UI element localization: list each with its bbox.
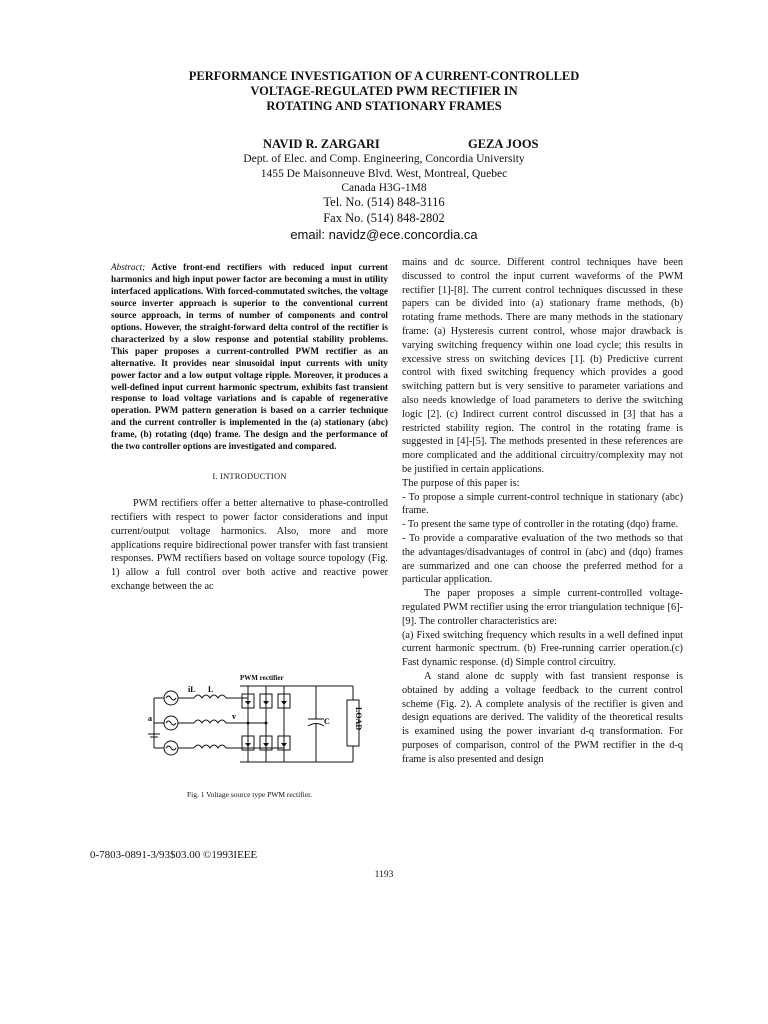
symbol-a: a <box>148 714 152 723</box>
left-column <box>111 262 388 594</box>
paragraph-purpose: The purpose of this paper is: <box>402 477 520 489</box>
right-column <box>402 256 683 766</box>
symbol-load: LOAD <box>354 707 363 731</box>
title-line-2: VOLTAGE-REGULATED PWM RECTIFIER IN <box>250 84 518 98</box>
paragraph-control-techniques: mains and dc source. Different control techniques have been discussed to control the input current waveforms of the PWM rectifier [1]-[8]. The current control techniques discussed in these papers can be divided into (a) stationary frame methods, (b) rotating frame methods. There are many methods in the stationary frame: (a) Hysteresis current control, whose major drawback is varying switching frequency within one load cycle; this results in excessive stress on switching devices [1]. (b) Predictive current control with fixed switching frequency which provides a good switching pattern but is very sensitive to parameter variations and also needs knowledge of load parameters to derive the switching logic [2]. (c) Indirect current control discussed in [3] that has a restricted stability region. The control in the rotating frame is suggested in [4]-[5]. The methods presented in these references are more complicated and the additional circuitry/complexity may not be justified in certain applications. <box>402 257 683 475</box>
purpose-item-2: - To present the same type of controller in the rotating (dqo) frame. <box>402 519 679 531</box>
fax-number: Fax No. (514) 848-2802 <box>323 211 445 225</box>
affiliation-line-3: Canada H3G-1M8 <box>341 182 427 194</box>
page-number: 1193 <box>374 870 394 880</box>
title-line-3: ROTATING AND STATIONARY FRAMES <box>266 99 502 113</box>
symbol-il: iL <box>188 685 196 694</box>
copyright-line: 0-7803-0891-3/93$03.00 ©1993IEEE <box>90 849 258 861</box>
affiliation-line-2: 1455 De Maisonneuve Blvd. West, Montreal, Quebec <box>260 167 508 180</box>
section-heading-introduction: I. INTRODUCTION <box>212 471 287 482</box>
symbol-c: C <box>324 717 330 726</box>
abstract-lead: Abstract; <box>111 262 146 272</box>
contact-email: email: navidz@ece.concordia.ca <box>290 227 478 242</box>
affiliation <box>0 152 768 196</box>
intro-paragraph: PWM rectifiers offer a better alternative to phase-controlled rectifiers with respect to power factor considerations and input current/output voltage harmonics. Also, more and more applications require bidirectional power transfer with fast transient responses. PWM rectifiers based on voltage source topology (Fig. 1) allow a full control over both active and reactive power exchange between the ac <box>111 498 388 593</box>
symbol-v: v <box>232 712 236 721</box>
abstract-text: Active front-end rectifiers with reduced input current harmonics and high input power factor are becoming a must in utility interfaced applications. With forced-commutated switches, the voltage source inverter approach is superior to the conventional current source approach, in terms of number of components and control options. However, the straight-forward delta control of the rectifier is characterized by a slow response and potential stability problems. This paper proposes a current-controlled PWM rectifier as an alternative. It provides near sinusoidal input currents with unity power factor and a low output voltage ripple. Moreover, it produces a well-defined input current harmonic spectrum, exhibits fast transient response to load voltage variations and is capable of regenerative operation. PWM pattern generation is based on a carrier technique and the current controller is implemented in the (a) stationary (abc) frame, (b) rotating (dqo) frame. The design and the performance of the two controller options are investigated and compared. <box>111 262 388 452</box>
title-line-1: PERFORMANCE INVESTIGATION OF A CURRENT-CONTROLLED <box>188 69 580 83</box>
affiliation-line-1: Dept. of Elec. and Comp. Engineering, Concordia University <box>243 153 525 165</box>
author-joos: GEZA JOOS <box>468 137 539 151</box>
figure-caption: Fig. 1 Voltage source type PWM rectifier. <box>186 790 313 799</box>
figure-label: PWM rectifier <box>240 674 284 682</box>
paragraph-dc-supply: A stand alone dc supply with fast transient response is obtained by adding a voltage feedback to the current control scheme (Fig. 2). A complete analysis of the rectifier is given and design equations are derived. The validity of the theoretical results is examined using the power invariant d-q transformation. For purposes of comparison, control of the PWM rectifier in the d-q frame is also presented and design <box>402 670 683 765</box>
paragraph-characteristics: (a) Fixed switching frequency which results in a well defined input current harmonic spectrum. (b) Free-running carrier operation.(c) Fast dynamic response. (d) Simple control circuitry. <box>402 629 683 669</box>
figure-pwm-rectifier <box>148 674 372 774</box>
author-zargari: NAVID R. ZARGARI <box>263 137 380 151</box>
circuit-diagram <box>148 674 372 774</box>
contact-phone <box>0 194 768 226</box>
tel-number: Tel. No. (514) 848-3116 <box>323 195 445 209</box>
symbol-l: L <box>208 685 214 694</box>
abstract <box>111 262 388 453</box>
paper-title <box>0 69 768 114</box>
author-line <box>0 137 768 153</box>
purpose-item-3: - To provide a comparative evaluation of the two methods so that the advantages/disadvantages of control in (abc) and (dqo) frames are summarized and one can choose the preferred method for a particular application. <box>402 532 683 586</box>
paragraph-proposal: The paper proposes a simple current-controlled voltage-regulated PWM rectifier using the error triangulation technique [6]-[9]. The controller characteristics are: <box>402 588 683 627</box>
purpose-item-1: - To propose a simple current-control technique in stationary (abc) frame. <box>402 491 683 517</box>
